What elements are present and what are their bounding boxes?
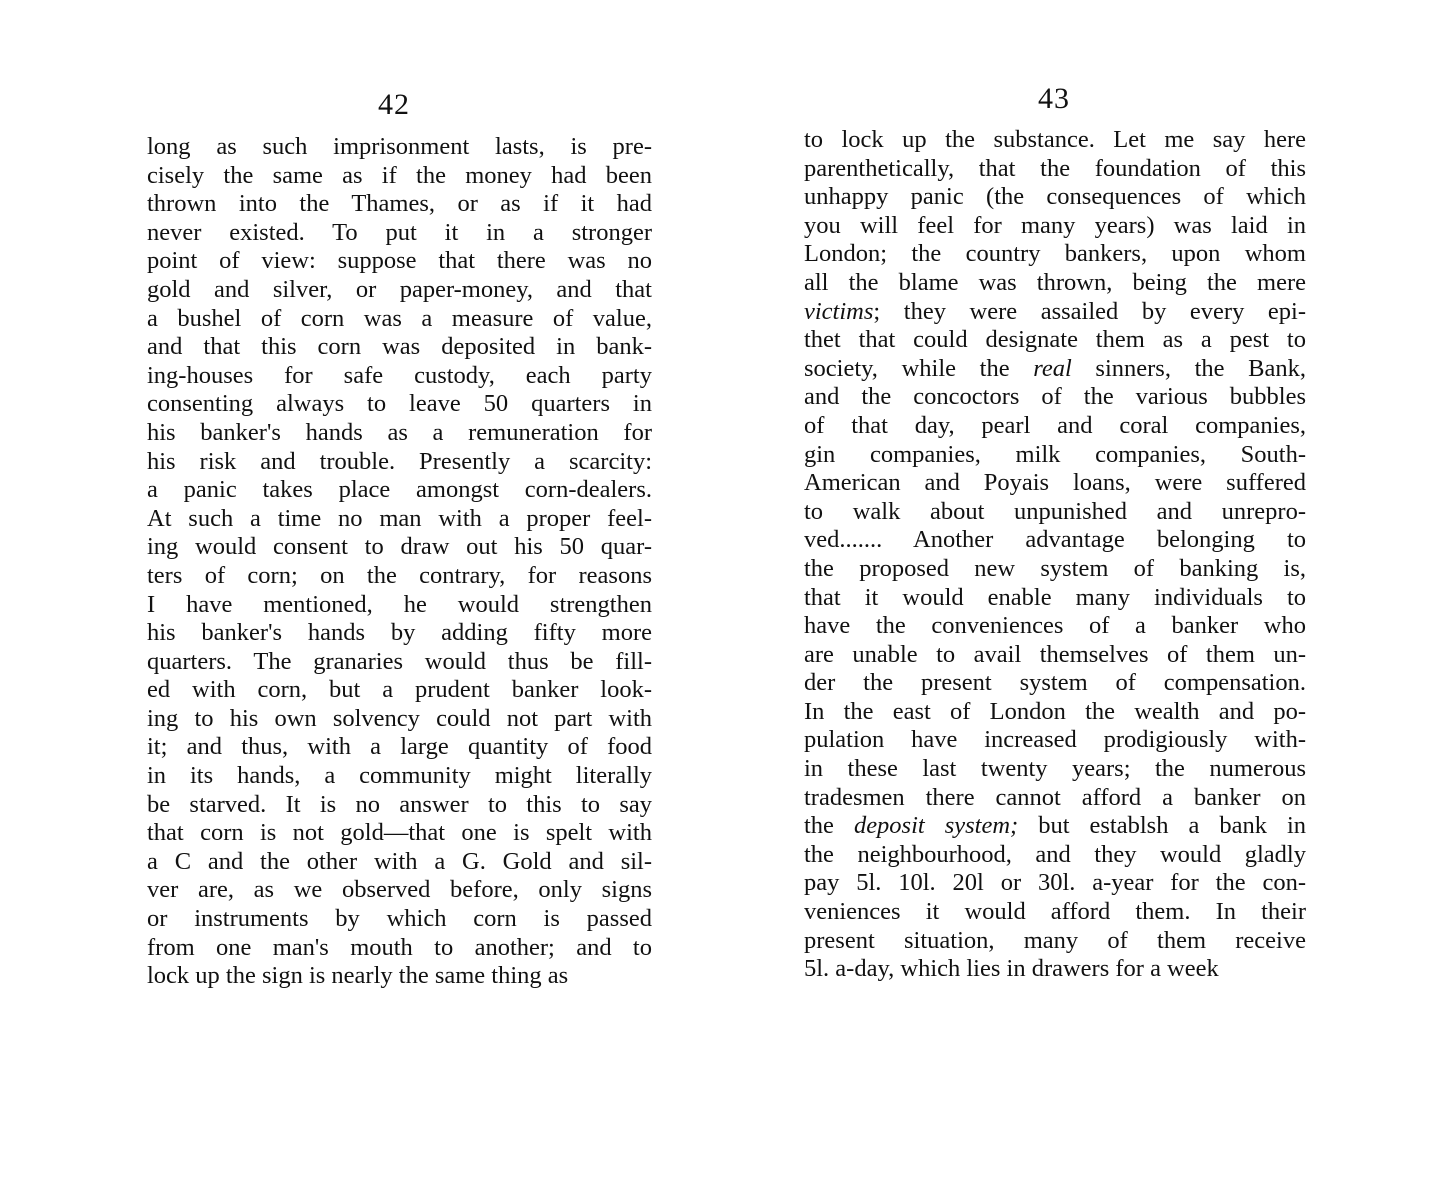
text-line: present situation, many of them receive — [804, 926, 1306, 954]
text-line: a panic takes place amongst corn-dealers. — [147, 476, 652, 504]
text-line: ing-houses for safe custody, each party — [147, 361, 652, 389]
text-line: from one man's mouth to another; and to — [147, 933, 652, 961]
text-line: and that this corn was deposited in bank- — [147, 333, 652, 361]
text-line: the neighbourhood, and they would gladly — [804, 840, 1306, 868]
text-line: pay 5l. 10l. 20l or 30l. a-year for the con- — [804, 869, 1306, 897]
text-line: lock up the sign is nearly the same thing as — [147, 962, 569, 990]
page-number-right: 43 — [1038, 82, 1070, 115]
text-line: veniences it would afford them. In their — [804, 898, 1306, 926]
text-line: the deposit system; but establsh a bank in — [804, 812, 1307, 840]
text-line: thrown into the Thames, or as if it had — [147, 190, 652, 218]
text-line: quarters. The granaries would thus be fill- — [147, 647, 652, 675]
text-line: never existed. To put it in a stronger — [147, 218, 652, 246]
text-line: his risk and trouble. Presently a scarcity: — [147, 447, 652, 475]
text-line: his banker's hands as a remuneration for — [147, 418, 652, 446]
text-line: gold and silver, or paper-money, and that — [147, 275, 652, 303]
text-line: parenthetically, that the foundation of this — [804, 154, 1306, 182]
text-line: gin companies, milk companies, South- — [804, 440, 1306, 468]
text-line: his banker's hands by adding fifty more — [147, 619, 652, 647]
text-line: I have mentioned, he would strengthen — [147, 590, 652, 618]
text-line: that corn is not gold—that one is spelt with — [147, 819, 652, 847]
text-line: the proposed new system of banking is, — [804, 554, 1306, 582]
text-line: ing would consent to draw out his 50 quar- — [147, 533, 652, 561]
text-line: ed with corn, but a prudent banker look- — [147, 676, 652, 704]
text-line: it; and thus, with a large quantity of food — [147, 733, 652, 761]
left-page — [0, 0, 720, 1177]
text-line: ing to his own solvency could not part with — [147, 704, 652, 732]
text-line: tradesmen there cannot afford a banker on — [804, 783, 1306, 811]
text-line: consenting always to leave 50 quarters in — [147, 390, 652, 418]
text-line: or instruments by which corn is passed — [147, 905, 652, 933]
right-page-body — [804, 126, 1306, 984]
text-line: a C and the other with a G. Gold and sil- — [147, 847, 652, 875]
text-line: ved....... Another advantage belonging to — [804, 526, 1306, 554]
text-line: you will feel for many years) was laid in — [804, 211, 1306, 239]
text-line: of that day, pearl and coral companies, — [804, 411, 1306, 439]
text-line: a bushel of corn was a measure of value, — [147, 304, 652, 332]
text-line: ver are, as we observed before, only signs — [147, 876, 652, 904]
text-line: in these last twenty years; the numerous — [804, 755, 1306, 783]
text-line: In the east of London the wealth and po- — [804, 697, 1306, 725]
text-line: are unable to avail themselves of them un- — [804, 640, 1306, 668]
emphasized-word: real — [1033, 354, 1072, 382]
emphasized-word: victims — [804, 297, 874, 325]
text-line: unhappy panic (the consequences of which — [804, 183, 1306, 211]
text-line: pulation have increased prodigiously with- — [804, 726, 1306, 754]
page-number-left: 42 — [378, 88, 410, 121]
left-page-body — [147, 133, 652, 991]
text-line: der the present system of compensation. — [804, 669, 1306, 697]
text-line: At such a time no man with a proper feel- — [147, 504, 652, 532]
text-line: point of view: suppose that there was no — [147, 247, 652, 275]
text-line: victims; they were assailed by every epi- — [804, 297, 1306, 325]
text-line: American and Poyais loans, were suffered — [804, 469, 1306, 497]
text-line: be starved. It is no answer to this to say — [147, 790, 652, 818]
text-line: London; the country bankers, upon whom — [804, 240, 1306, 268]
text-line: all the blame was thrown, being the mere — [804, 268, 1306, 296]
text-line: to lock up the substance. Let me say here — [804, 126, 1306, 153]
text-line: ters of corn; on the contrary, for reasons — [147, 561, 652, 589]
text-line: that it would enable many individuals to — [804, 583, 1306, 611]
text-line: have the conveniences of a banker who — [804, 612, 1306, 640]
text-line: society, while the real sinners, the Bank, — [804, 354, 1307, 382]
emphasized-word: deposit system; — [853, 812, 1019, 840]
right-page — [720, 0, 1441, 1177]
text-line: long as such imprisonment lasts, is pre- — [147, 133, 652, 160]
text-line: to walk about unpunished and unrepro- — [804, 497, 1306, 525]
text-line: 5l. a-day, which lies in drawers for a week — [804, 955, 1219, 983]
text-line: in its hands, a community might literally — [147, 762, 652, 790]
text-line: and the concoctors of the various bubbles — [804, 383, 1306, 411]
text-line: cisely the same as if the money had been — [147, 161, 652, 189]
text-line: thet that could designate them as a pest to — [804, 326, 1306, 354]
